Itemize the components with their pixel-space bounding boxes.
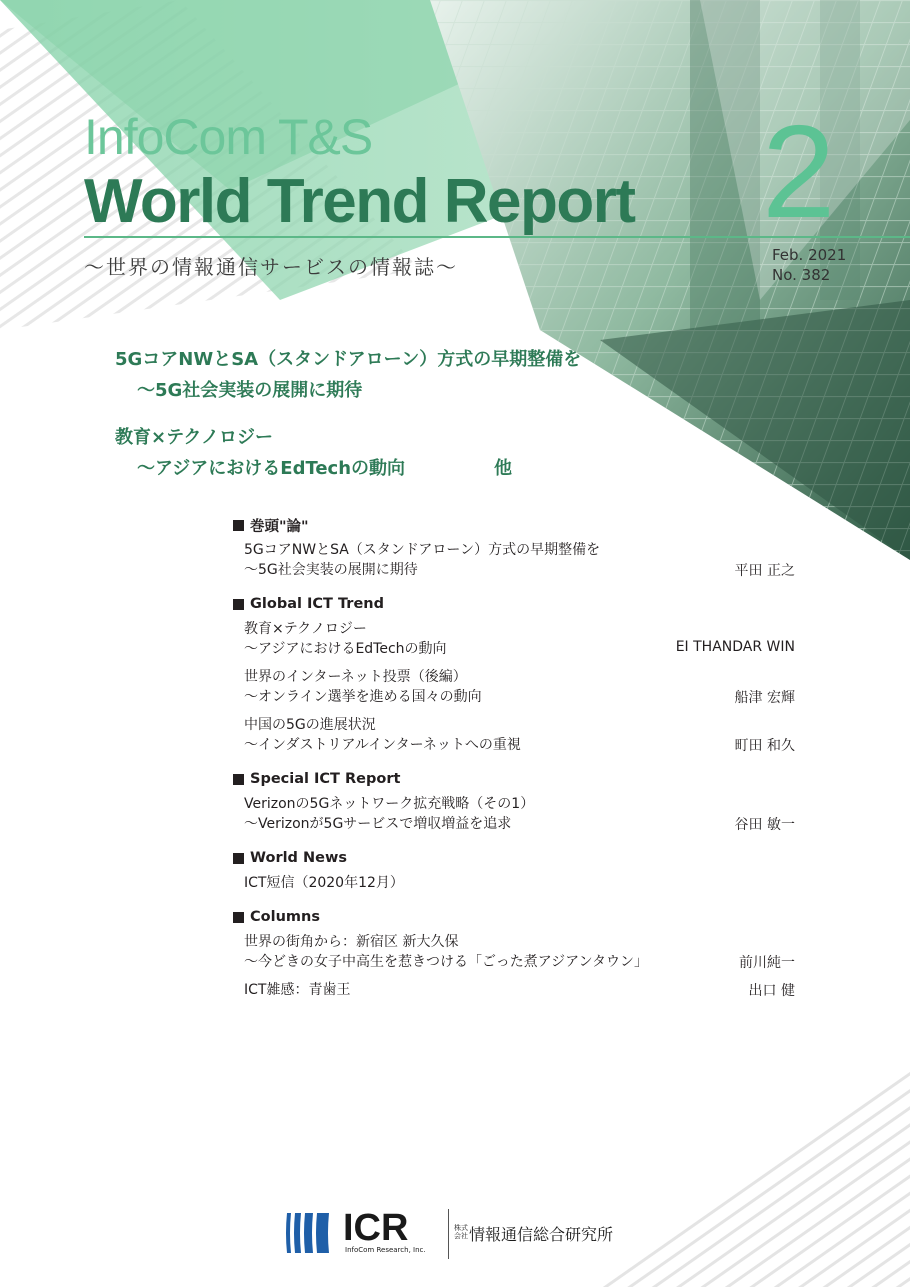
toc-entry	[233, 715, 795, 755]
issue-number: 2	[762, 98, 836, 245]
issue-date-block	[772, 245, 846, 285]
toc-section-heading	[233, 514, 795, 536]
toc-entry-subtitle: ～アジアにおけるEdTechの動向	[244, 641, 447, 657]
issue-volume: No. 382	[772, 266, 831, 284]
toc-section	[233, 847, 795, 893]
toc-entry-subtitle: ICT短信（2020年12月）	[244, 875, 404, 891]
toc-entry-row	[244, 560, 795, 580]
logo-wordmark: ICR	[343, 1207, 409, 1249]
headline-2-sub: ～アジアにおけるEdTechの動向	[137, 458, 406, 479]
headline-1: 5GコアNWとSA（スタンドアローン）方式の早期整備を	[115, 349, 582, 370]
toc-section-heading	[233, 768, 795, 790]
toc-entry	[233, 932, 795, 972]
toc-section-title: Columns	[250, 909, 320, 925]
headline-2: 教育×テクノロジー	[115, 427, 274, 448]
toc-entry-title: 教育×テクノロジー	[244, 621, 367, 637]
toc-entry-title: Verizonの5Gネットワーク拡充戦略（その1）	[244, 796, 535, 812]
toc-entry-author: 前川純一	[739, 955, 795, 971]
toc-entry-row	[244, 952, 795, 972]
toc-section-title: 巻頭"論"	[250, 518, 309, 535]
logo-tagline: InfoCom Research, Inc.	[345, 1246, 426, 1254]
toc-entry-row	[244, 873, 795, 893]
logo-divider	[448, 1209, 449, 1259]
toc-entry-row	[244, 814, 795, 834]
toc-section-heading	[233, 847, 795, 869]
toc-entry-subtitle: ～Verizonが5Gサービスで増収増益を追求	[244, 816, 512, 832]
toc-section-heading	[233, 906, 795, 928]
toc-entry-title: 5GコアNWとSA（スタンドアローン）方式の早期整備を	[244, 542, 601, 558]
toc-entry	[233, 873, 795, 893]
toc-entry-title: 世界のインターネット投票（後編）	[244, 669, 467, 685]
toc-entry-row	[244, 980, 795, 1000]
table-of-contents	[233, 514, 795, 1013]
toc-section-title: World News	[250, 850, 347, 866]
masthead-title-line1: InfoCom T&S	[84, 109, 373, 165]
headline-2-suffix: 他	[494, 458, 512, 479]
toc-entry-author: 船津 宏輝	[734, 690, 795, 706]
icr-stripes-icon	[285, 1211, 335, 1255]
toc-section	[233, 593, 795, 755]
toc-entry-subtitle: ICT雑感：青歯王	[244, 982, 351, 998]
toc-entry-row	[244, 735, 795, 755]
toc-entry-subtitle: ～オンライン選挙を進める国々の動向	[244, 689, 482, 705]
toc-entry-title: 世界の街角から：新宿区 新大久保	[244, 934, 459, 950]
toc-entry	[233, 619, 795, 659]
toc-entry-author: 谷田 敏一	[734, 817, 795, 833]
masthead-subtitle: ～世界の情報通信サービスの情報誌～	[84, 255, 458, 279]
toc-section	[233, 768, 795, 834]
square-bullet-icon	[233, 774, 244, 785]
toc-entry	[233, 540, 795, 580]
toc-entry	[233, 794, 795, 834]
toc-entry-author: 平田 正之	[734, 563, 795, 579]
toc-section	[233, 906, 795, 1000]
headline-1-sub: ～5G社会実装の展開に期待	[137, 380, 363, 401]
issue-date: Feb. 2021	[772, 246, 847, 264]
toc-entry	[233, 980, 795, 1000]
toc-section-heading	[233, 593, 795, 615]
square-bullet-icon	[233, 912, 244, 923]
toc-entry-row	[244, 687, 795, 707]
square-bullet-icon	[233, 520, 244, 531]
toc-section-title: Special ICT Report	[250, 771, 401, 787]
company-name: 情報通信総合研究所	[469, 1225, 614, 1244]
masthead-title-line2: World Trend Report	[84, 167, 635, 236]
toc-entry	[233, 667, 795, 707]
toc-entry-row	[244, 639, 795, 659]
toc-entry-subtitle: ～5G社会実装の展開に期待	[244, 562, 418, 578]
toc-entry-title: 中国の5Gの進展状況	[244, 717, 376, 733]
toc-entry-author: EI THANDAR WIN	[675, 639, 795, 655]
toc-entry-subtitle: ～今どきの女子中高生を惹きつける「ごった煮アジアンタウン」	[244, 954, 649, 970]
toc-section-title: Global ICT Trend	[250, 596, 384, 612]
publisher-logo	[285, 1209, 645, 1259]
toc-entry-subtitle: ～インダストリアルインターネットへの重視	[244, 737, 521, 753]
toc-entry-author: 町田 和久	[734, 738, 795, 754]
toc-section	[233, 514, 795, 580]
toc-entry-author: 出口 健	[748, 983, 795, 999]
company-prefix: 株式会社	[454, 1224, 468, 1240]
square-bullet-icon	[233, 599, 244, 610]
square-bullet-icon	[233, 853, 244, 864]
